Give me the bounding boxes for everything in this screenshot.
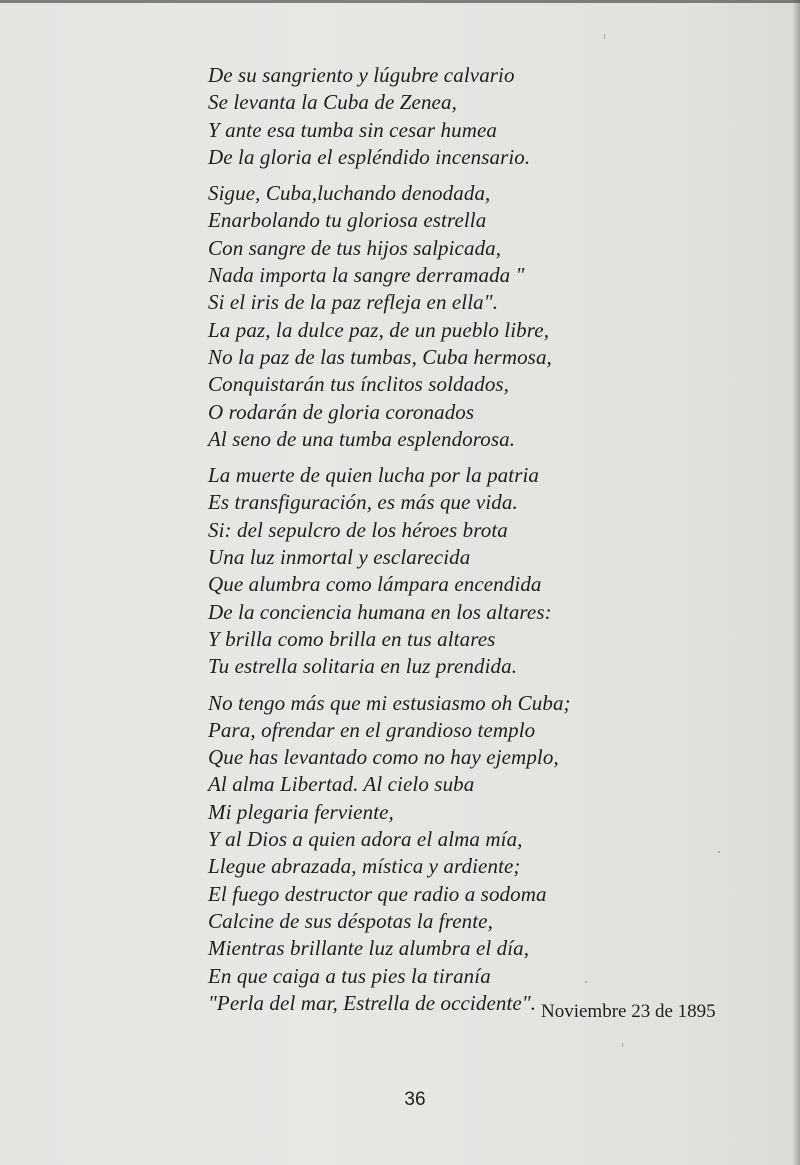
poem-line: Y brilla como brilla en tus altares xyxy=(208,626,496,651)
poem-line: Conquistarán tus ínclitos soldados, xyxy=(208,372,510,397)
poem-line: Y al Dios a quien adora el alma mía, xyxy=(208,827,523,852)
poem-line: Enarbolando tu gloriosa estrella xyxy=(208,208,487,233)
poem-line: De la gloria el espléndido incensario. xyxy=(208,144,531,169)
poem-line: Mi plegaria ferviente, xyxy=(208,799,394,824)
poem-stanza xyxy=(208,62,588,171)
poem-line: El fuego destructor que radio a sodoma xyxy=(208,881,547,906)
poem-line: Una luz inmortal y esclarecida xyxy=(208,545,471,570)
poem-line: Nada importa la sangre derramada " xyxy=(208,263,525,288)
poem-line: Mientras brillante luz alumbra el día, xyxy=(208,936,530,961)
poem-line: "Perla del mar, Estrella de occidente". xyxy=(208,990,537,1015)
poem-line: No la paz de las tumbas, Cuba hermosa, xyxy=(208,344,552,369)
poem-line: Que has levantado como no hay ejemplo, xyxy=(208,745,559,770)
poem-date: Noviembre 23 de 1895 xyxy=(541,1001,716,1022)
poem-line: En que caiga a tus pies la tiranía xyxy=(208,963,491,988)
poem-line: Y ante esa tumba sin cesar humea xyxy=(208,117,498,142)
paper-speck xyxy=(622,1043,623,1047)
poem-line: O rodarán de gloria coronados xyxy=(208,399,475,424)
poem-line: Al seno de una tumba esplendorosa. xyxy=(208,426,516,451)
poem-line: Para, ofrendar en el grandioso templo xyxy=(208,717,536,742)
poem-line: Al alma Libertad. Al cielo suba xyxy=(208,772,475,797)
poem-line: Calcine de sus déspotas la frente, xyxy=(208,908,493,933)
poem-stanza xyxy=(208,690,588,1018)
poem-line: De la conciencia humana en los altares: xyxy=(208,599,552,624)
poem-stanza xyxy=(208,462,588,680)
poem xyxy=(208,62,588,1026)
poem-line: Con sangre de tus hijos salpicada, xyxy=(208,235,502,260)
paper-speck xyxy=(585,981,587,983)
poem-line: Se levanta la Cuba de Zenea, xyxy=(208,90,457,115)
poem-line: La paz, la dulce paz, de un pueblo libre, xyxy=(208,317,550,342)
page-top-edge xyxy=(0,0,800,3)
page-gutter-shadow xyxy=(792,0,800,1165)
poem-line: Sigue, Cuba,luchando denodada, xyxy=(208,181,491,206)
poem-line: La muerte de quien lucha por la patria xyxy=(208,463,540,488)
poem-stanza xyxy=(208,180,588,453)
paper-speck xyxy=(718,851,720,853)
poem-line: Si el iris de la paz refleja en ella". xyxy=(208,290,499,315)
poem-line: Si: del sepulcro de los héroes brota xyxy=(208,517,508,542)
poem-line: No tengo más que mi estusiasmo oh Cuba; xyxy=(208,690,571,715)
poem-line: De su sangriento y lúgubre calvario xyxy=(208,63,515,87)
paper-speck xyxy=(604,34,605,39)
poem-line: Que alumbra como lámpara encendida xyxy=(208,572,542,597)
poem-line: Tu estrella solitaria en luz prendida. xyxy=(208,654,518,679)
page-number: 36 xyxy=(404,1089,426,1110)
poem-line: Llegue abrazada, mística y ardiente; xyxy=(208,854,521,879)
poem-line: Es transfiguración, es más que vida. xyxy=(208,490,518,515)
